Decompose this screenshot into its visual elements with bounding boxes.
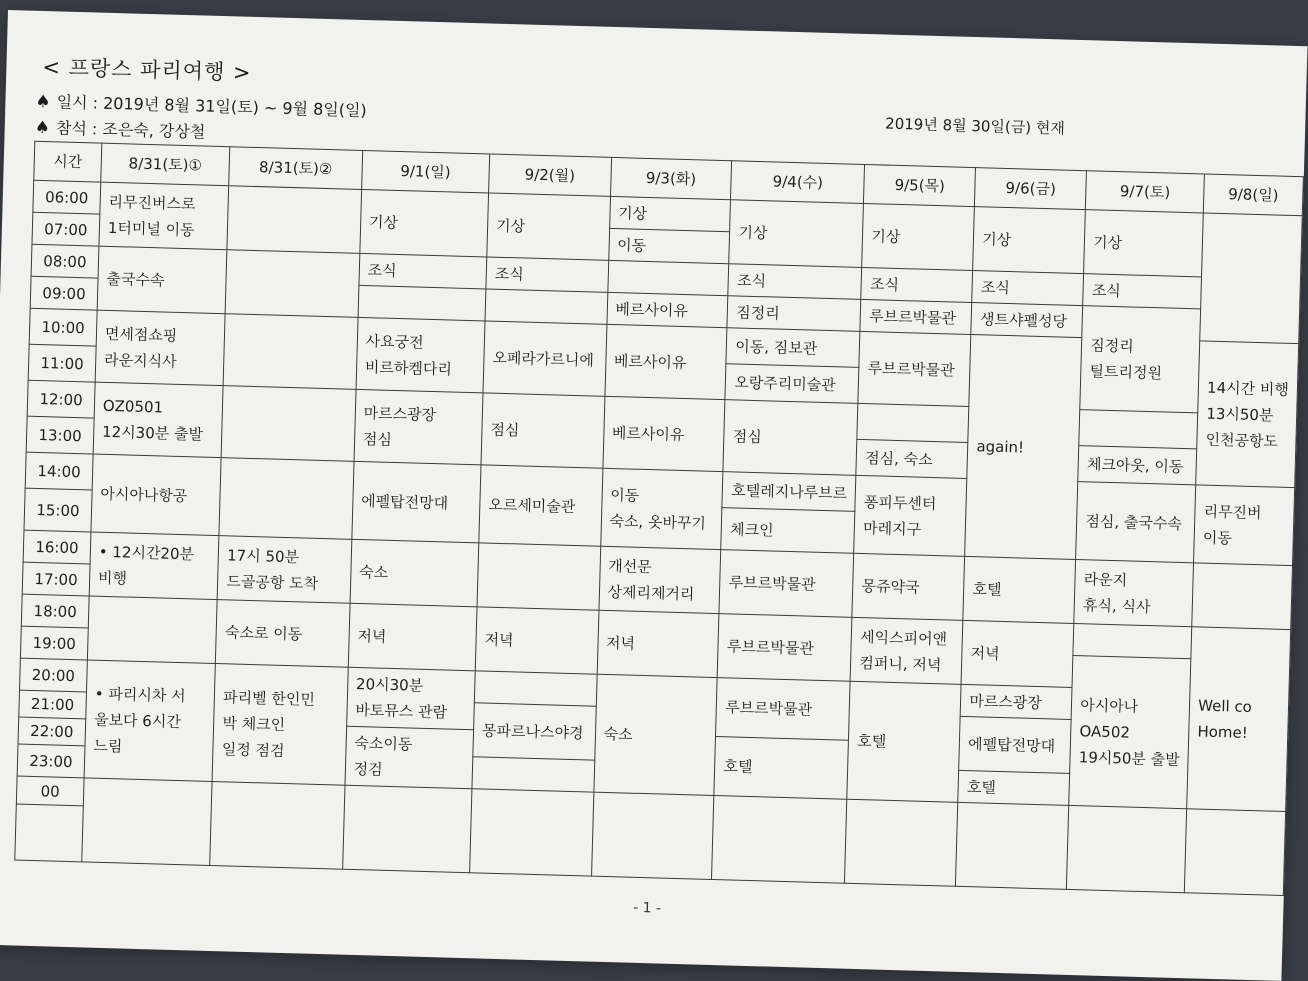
cell-line: 드골공항 도착 xyxy=(226,571,319,593)
schedule-cell xyxy=(1078,446,1197,485)
time-cell: 14:00 xyxy=(25,452,93,490)
cell-line: 파리벨 한인민 xyxy=(222,687,316,709)
schedule-cell xyxy=(1184,809,1285,896)
schedule-cell xyxy=(1084,210,1204,277)
schedule-cell xyxy=(854,475,967,556)
cell-line: 아시아나항공 xyxy=(100,484,188,505)
cell-line: 라운지 xyxy=(1083,569,1128,589)
schedule-cell xyxy=(212,664,348,786)
schedule-cell xyxy=(847,681,961,802)
schedule-cell xyxy=(474,671,596,706)
schedule-cell xyxy=(89,532,219,600)
cell-line: 루브르박물관 xyxy=(867,358,955,380)
cell-line: 기상 xyxy=(738,222,768,242)
cell-line: 오르세미술관 xyxy=(488,495,576,516)
cell-line: 숙소로 이동 xyxy=(224,622,303,643)
cell-line: 저녁 xyxy=(357,626,387,646)
header-cell: 9/4(수) xyxy=(731,161,865,204)
cell-line: 짐정리 xyxy=(1090,335,1135,356)
schedule-cell xyxy=(1192,563,1293,630)
cell-line: Well co xyxy=(1197,696,1253,716)
schedule-cell xyxy=(91,454,222,536)
cell-line: 숙소 xyxy=(358,562,389,582)
schedule-cell xyxy=(712,796,847,884)
schedule-cell xyxy=(718,614,853,682)
cell-line: OA502 xyxy=(1079,721,1131,742)
schedule-cell xyxy=(481,393,604,468)
cell-line: again! xyxy=(976,436,1025,457)
cell-line: 개선문 xyxy=(607,556,652,576)
cell-line: 점심, 출국수속 xyxy=(1085,511,1183,533)
cell-line: 베르사이유 xyxy=(615,299,689,320)
header-cell: 9/5(목) xyxy=(864,164,976,206)
header-cell: 9/7(토) xyxy=(1086,171,1205,213)
schedule-sheet xyxy=(0,10,1307,981)
cell-line: 베르사이유 xyxy=(611,423,685,444)
cell-line: 기상 xyxy=(368,212,399,232)
cell-line: 20시30분 xyxy=(355,674,424,695)
page-title: < 프랑스 파리여행 > xyxy=(42,54,252,85)
time-cell: 00 xyxy=(16,776,84,806)
attendees-text: 참석 : 조은숙, 강상철 xyxy=(55,118,206,142)
cell-line: 호텔 xyxy=(857,731,887,751)
schedule-cell xyxy=(1196,341,1299,488)
cell-line: 상제리제거리 xyxy=(607,582,695,603)
schedule-cell xyxy=(216,600,350,668)
cell-line: 휴식, 식사 xyxy=(1082,595,1151,616)
cell-line: 조식 xyxy=(1091,280,1122,300)
header-cell: 9/2(월) xyxy=(489,154,612,196)
schedule-cell xyxy=(82,778,213,866)
header-cell: 9/1(일) xyxy=(361,150,489,193)
time-cell: 16:00 xyxy=(23,530,91,564)
schedule-cell xyxy=(1067,805,1187,892)
cell-line: 기상 xyxy=(871,226,901,246)
schedule-cell xyxy=(973,207,1086,274)
cell-line: 17시 50분 xyxy=(226,545,300,566)
schedule-cell xyxy=(354,389,483,465)
cell-line: 12시30분 출발 xyxy=(101,422,204,444)
cell-line: 조식 xyxy=(869,274,900,294)
time-cell: 09:00 xyxy=(30,276,98,310)
cell-line: 저녁 xyxy=(484,630,514,649)
schedule-cell xyxy=(608,228,730,263)
cell-line: 조식 xyxy=(736,270,767,290)
cell-line: 느림 xyxy=(93,736,123,755)
cell-line: 퐁피두센터 xyxy=(863,492,937,513)
cell-line: 이동 xyxy=(616,235,647,255)
schedule-cell xyxy=(723,400,858,476)
cell-line: 조식 xyxy=(367,260,397,280)
cell-line: 루브르박물관 xyxy=(728,572,816,594)
cell-line: 이동 xyxy=(609,485,640,505)
cell-line: 19시50분 출발 xyxy=(1078,747,1180,769)
schedule-cell xyxy=(958,770,1070,805)
time-cell: 11:00 xyxy=(28,344,96,382)
cell-line: 아시아나 xyxy=(1080,695,1139,716)
cell-line: 조식 xyxy=(494,264,525,284)
cell-line: 몽파르나스야경 xyxy=(481,721,584,742)
cell-line: 컴퍼니, 저녁 xyxy=(859,653,942,674)
cell-line: • 12시간20분 xyxy=(98,542,195,563)
cell-line: 라운지식사 xyxy=(103,350,177,371)
schedule-cell xyxy=(860,299,972,334)
schedule-cell xyxy=(84,660,216,782)
spade-icon: ♠ xyxy=(35,91,51,113)
time-cell: 18:00 xyxy=(21,594,89,628)
schedule-cell xyxy=(862,203,975,270)
cell-line: 사요궁전 xyxy=(365,331,424,352)
cell-line: 출국수속 xyxy=(106,269,165,289)
cell-line: 세익스피어앤 xyxy=(859,627,948,648)
schedule-cell xyxy=(728,264,862,300)
schedule-cell xyxy=(348,603,477,671)
cell-line: 기상 xyxy=(495,216,526,236)
cell-line: 점심 xyxy=(362,429,393,449)
schedule-cell xyxy=(961,620,1074,687)
cell-line: 리무진버스로 xyxy=(108,192,196,213)
cell-line: 기상 xyxy=(617,203,648,223)
time-cell: 20:00 xyxy=(20,658,88,692)
schedule-cell xyxy=(352,461,481,543)
schedule-cell xyxy=(607,260,729,295)
schedule-cell xyxy=(729,200,864,268)
time-cell: 12:00 xyxy=(27,380,95,418)
cell-line: 짐정리 xyxy=(736,302,780,323)
schedule-cell xyxy=(716,678,851,741)
schedule-table xyxy=(14,141,1304,896)
cell-line: 13시50분 xyxy=(1206,404,1274,424)
cell-line: 몽쥬약국 xyxy=(861,576,920,597)
schedule-cell xyxy=(719,550,854,618)
schedule-cell xyxy=(965,335,1082,560)
schedule-cell xyxy=(1076,482,1196,563)
schedule-cell xyxy=(1069,655,1191,808)
schedule-cell xyxy=(727,296,861,332)
cell-line: 조식 xyxy=(980,277,1011,297)
header-cell: 8/31(토)① xyxy=(101,143,230,186)
schedule-cell xyxy=(606,292,728,327)
schedule-cell xyxy=(360,189,489,257)
schedule-cell xyxy=(223,314,357,390)
cell-line: 기상 xyxy=(1092,232,1123,252)
cell-line: 루브르박물관 xyxy=(868,306,957,328)
schedule-cell xyxy=(227,186,361,254)
cell-line: 1터미널 이동 xyxy=(107,218,195,239)
schedule-cell xyxy=(225,250,359,318)
schedule-cell xyxy=(1080,306,1201,413)
schedule-cell xyxy=(971,303,1083,338)
schedule-cell xyxy=(345,726,474,789)
cell-line: 기상 xyxy=(982,229,1012,249)
schedule-cell xyxy=(97,246,227,314)
cell-line: 마르스광장 xyxy=(363,403,437,424)
schedule-cell xyxy=(600,468,723,549)
schedule-cell xyxy=(359,253,487,289)
cell-line: 루브르박물관 xyxy=(726,636,815,658)
schedule-cell xyxy=(1194,485,1295,566)
schedule-cell xyxy=(221,386,355,462)
cell-line: 일정 점검 xyxy=(221,739,285,760)
spade-icon: ♠ xyxy=(34,117,51,139)
cell-line: OZ0501 xyxy=(102,396,164,416)
time-cell: 06:00 xyxy=(33,180,101,214)
time-cell: 13:00 xyxy=(26,416,94,454)
schedule-cell xyxy=(850,617,963,684)
schedule-cell xyxy=(598,546,721,613)
schedule-cell xyxy=(485,289,607,324)
cell-line: Home! xyxy=(1197,721,1249,742)
schedule-cell xyxy=(861,267,973,302)
time-cell: 08:00 xyxy=(31,244,99,278)
schedule-cell xyxy=(593,674,717,795)
attendees xyxy=(34,115,205,143)
header-cell: 9/3(화) xyxy=(610,157,732,199)
schedule-cell xyxy=(472,757,594,792)
cell-line: 14시간 비행 xyxy=(1206,378,1290,399)
schedule-cell xyxy=(479,465,603,546)
cell-line: 면세점쇼핑 xyxy=(104,324,178,345)
time-cell: 15:00 xyxy=(24,488,92,532)
schedule-cell xyxy=(99,182,229,250)
time-cell: 10:00 xyxy=(29,308,97,346)
schedule-cell xyxy=(1083,274,1202,309)
schedule-cell xyxy=(591,792,714,879)
cell-line: 숙소 xyxy=(603,724,633,744)
schedule-cell xyxy=(356,317,485,393)
schedule-cell xyxy=(858,331,971,406)
cell-line: 호텔레지나루브르 xyxy=(731,480,848,503)
time-cell: 23:00 xyxy=(17,744,85,778)
cell-line: 점심 xyxy=(732,426,763,446)
cell-line: 틸트리정원 xyxy=(1089,361,1163,382)
schedule-cell xyxy=(470,789,594,876)
cell-line: 비행 xyxy=(97,568,128,588)
schedule-cell xyxy=(722,472,856,512)
header-cell: 9/6(금) xyxy=(975,168,1087,210)
header-cell: 시간 xyxy=(34,141,102,182)
cell-line: 생트샤펠성당 xyxy=(979,309,1068,331)
cell-line: 박 체크인 xyxy=(222,713,286,734)
cell-line: 베르사이유 xyxy=(613,351,687,372)
cell-line: 숙소, 옷바꾸기 xyxy=(609,511,707,533)
cell-line: 오페라가르니에 xyxy=(492,348,595,369)
schedule-cell xyxy=(93,382,223,458)
schedule-cell xyxy=(1074,560,1194,627)
cell-line: 에펠탑전망대 xyxy=(360,491,449,512)
page-number: - 1 - xyxy=(632,899,662,917)
schedule-cell xyxy=(609,196,731,231)
schedule-cell xyxy=(483,321,606,396)
schedule-cell xyxy=(473,703,596,760)
schedule-cell xyxy=(487,193,610,260)
cell-line: 인천공항도 xyxy=(1205,430,1279,451)
schedule-cell xyxy=(475,607,598,674)
schedule-cell xyxy=(342,785,472,873)
cell-line: 체크아웃, 이동 xyxy=(1086,454,1184,476)
schedule-cell xyxy=(597,610,720,677)
schedule-cell xyxy=(856,439,968,478)
time-cell: 07:00 xyxy=(32,212,100,246)
schedule-cell xyxy=(477,543,600,610)
schedule-cell xyxy=(956,802,1069,889)
schedule-cell xyxy=(852,553,965,620)
schedule-cell xyxy=(726,328,860,368)
schedule-cell xyxy=(1200,213,1302,344)
schedule-cell xyxy=(604,324,727,399)
cell-line: 마레지구 xyxy=(862,518,922,539)
time-cell: 21:00 xyxy=(19,690,87,719)
cell-line: 점심, 숙소 xyxy=(864,448,933,469)
cell-line: 정검 xyxy=(353,759,383,779)
schedule-cell xyxy=(219,458,354,540)
header-cell: 9/8(일) xyxy=(1203,174,1303,216)
cell-line: 이동 xyxy=(1202,528,1233,547)
schedule-cell xyxy=(210,782,345,870)
cell-line: • 파리시차 서 xyxy=(94,684,186,705)
schedule-cell xyxy=(963,556,1076,623)
cell-line: 에펠탑전망대 xyxy=(967,734,1056,756)
schedule-cell xyxy=(1187,627,1291,812)
time-cell: 19:00 xyxy=(20,626,88,660)
cell-line: 비르하켐다리 xyxy=(364,357,453,379)
cell-line: 울보다 6시간 xyxy=(93,710,182,731)
cell-line: 오랑주리미술관 xyxy=(734,372,836,394)
schedule-cell xyxy=(87,596,217,664)
schedule-cell xyxy=(714,737,849,800)
as-of-date: 2019년 8월 30일(금) 현재 xyxy=(884,114,1066,138)
cell-line: 체크인 xyxy=(729,519,774,540)
schedule-cell xyxy=(95,310,225,386)
cell-line: 점심 xyxy=(490,420,520,439)
cell-line: 바토뮤스 관람 xyxy=(355,700,448,722)
schedule-cell xyxy=(346,667,475,730)
schedule-cell xyxy=(486,257,608,292)
cell-line: 호텔 xyxy=(723,757,753,777)
cell-line: 마르스광장 xyxy=(969,691,1043,712)
schedule-cell xyxy=(721,508,855,554)
cell-line: 리무진버 xyxy=(1203,502,1262,522)
schedule-cell xyxy=(857,403,969,442)
cell-line: 호텔 xyxy=(966,777,997,797)
schedule-cell xyxy=(1073,624,1192,659)
cell-line: 숙소이동 xyxy=(354,733,413,754)
schedule-cell xyxy=(959,716,1071,773)
schedule-cell xyxy=(972,271,1084,306)
schedule-cell xyxy=(358,285,486,321)
schedule-cell xyxy=(602,396,725,471)
header-cell: 8/31(토)② xyxy=(229,147,362,190)
cell-line: 저녁 xyxy=(970,643,1000,663)
time-cell: 22:00 xyxy=(18,717,86,746)
trip-dates-text: 일시 : 2019년 8월 31일(토) ~ 9월 8일(일) xyxy=(56,92,367,121)
schedule-cell xyxy=(350,539,479,607)
time-cell xyxy=(15,804,83,862)
cell-line: 이동, 짐보관 xyxy=(735,336,818,358)
time-cell: 17:00 xyxy=(22,562,90,596)
cell-line: 호텔 xyxy=(972,579,1002,599)
schedule-cell xyxy=(217,536,351,604)
cell-line: 저녁 xyxy=(605,633,636,653)
schedule-cell xyxy=(845,799,958,886)
schedule-cell xyxy=(960,684,1072,719)
schedule-cell xyxy=(725,364,859,404)
cell-line: 루브르박물관 xyxy=(724,698,813,719)
